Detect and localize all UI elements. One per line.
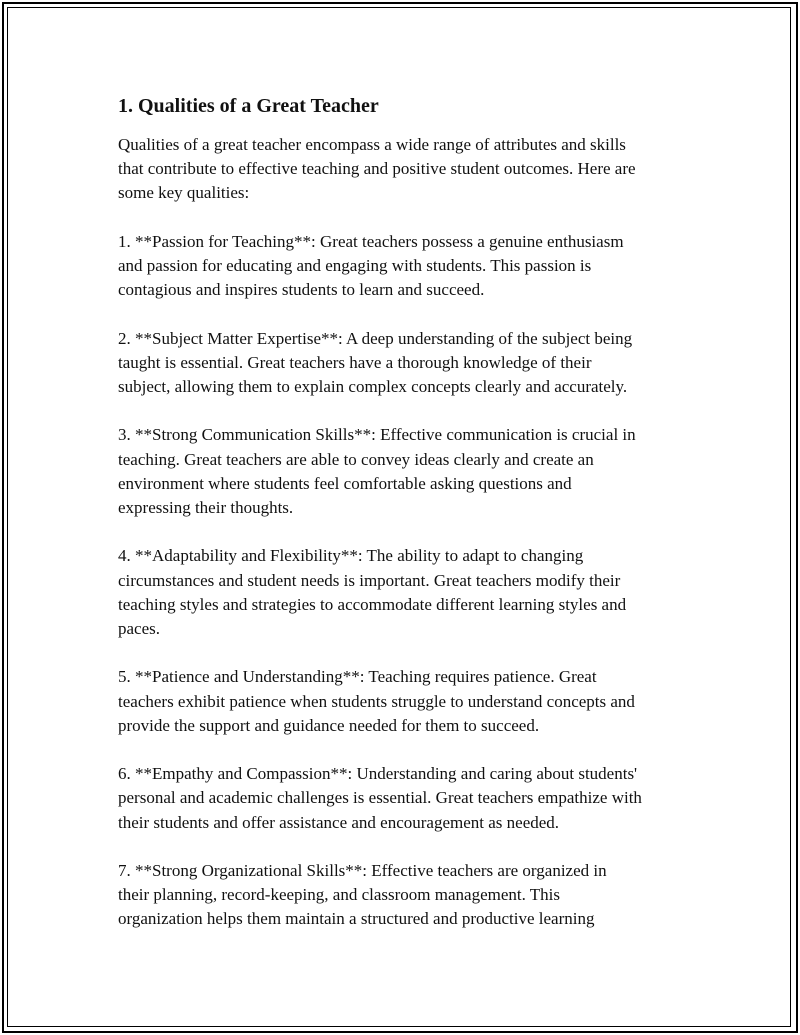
quality-communication-paragraph: 3. **Strong Communication Skills**: Effective communication is crucial in teaching. Great teachers are able to convey ideas clearly and create an environment where students feel comfortable asking questions and expressing their thoughts. <box>118 425 636 517</box>
document-body <box>118 92 693 956</box>
intro-paragraph: Qualities of a great teacher encompass a wide range of attributes and skills that contribute to effective teaching and positive student outcomes. Here are some key qualities: <box>118 135 636 203</box>
section-heading: 1. Qualities of a Great Teacher <box>118 95 379 117</box>
quality-empathy-paragraph: 6. **Empathy and Compassion**: Understanding and caring about students' personal and academic challenges is essential. Great teachers empathize with their students and offer assistance and encouragement as needed. <box>118 764 642 832</box>
quality-adaptability-paragraph: 4. **Adaptability and Flexibility**: The ability to adapt to changing circumstances and student needs is important. Great teachers modify their teaching styles and strategies to accommodate different learning styles and paces. <box>118 546 627 638</box>
quality-patience-paragraph: 5. **Patience and Understanding**: Teaching requires patience. Great teachers exhibit patience when students struggle to understand concepts and provide the support and guidance needed for them to succeed. <box>118 667 635 735</box>
quality-organization-paragraph: 7. **Strong Organizational Skills**: Effective teachers are organized in their planning, record-keeping, and classroom management. This organization helps them maintain a structured and productive learning <box>118 860 607 929</box>
quality-passion-paragraph: 1. **Passion for Teaching**: Great teachers possess a genuine enthusiasm and passion for educating and engaging with students. This passion is contagious and inspires students to learn and succeed. <box>118 231 624 300</box>
quality-expertise-paragraph: 2. **Subject Matter Expertise**: A deep understanding of the subject being taught is essential. Great teachers have a thorough knowledge of their subject, allowing them to explain complex concepts clearly and accurately. <box>118 328 633 396</box>
